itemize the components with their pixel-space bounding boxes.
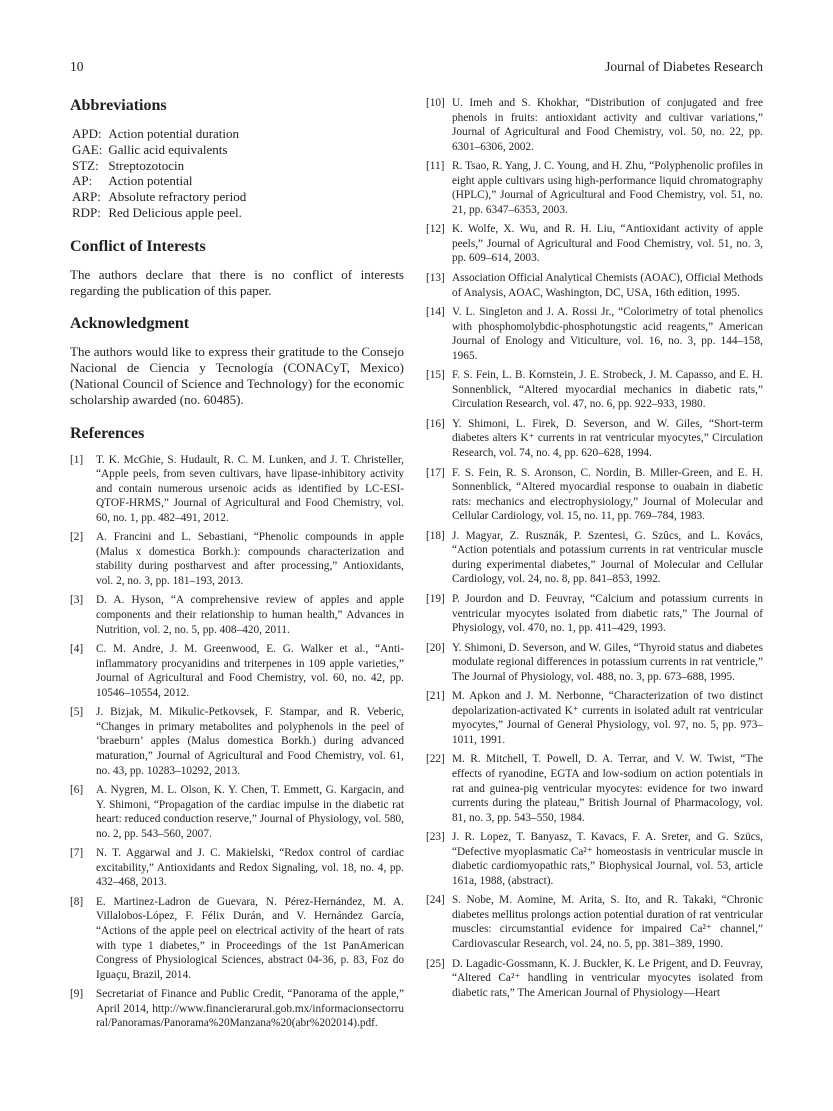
reference-number: [5] xyxy=(70,706,84,719)
reference-text: A. Francini and L. Sebastiani, “Phenolic compounds in apple (Malus x domestica Borkh.): compounds characterization and stability during postharvest and after processing,” Antioxidants, vol. 2, no. 3, pp. 181–193, 2013. xyxy=(96,531,404,587)
reference-text: P. Jourdon and D. Feuvray, “Calcium and potassium currents in ventricular myocytes isolated from diabetic rats,” The Journal of Physiology, vol. 470, no. 1, pp. 411–429, 1993. xyxy=(452,592,763,635)
journal-title: Journal of Diabetes Research xyxy=(605,59,763,74)
reference-number: [23] xyxy=(426,831,445,844)
reference-text: Secretariat of Finance and Public Credit, “Panorama of the apple,” April 2014, http://www.financierarural.gob.mx/informacionsectorrural/Panoramas/Panorama%20Manzana%20(abr%202014).pdf. xyxy=(96,988,404,1030)
abbreviation-def: Absolute refractory period xyxy=(108,189,247,205)
abbreviation-row xyxy=(72,126,246,142)
reference-number: [3] xyxy=(70,594,84,607)
reference-number: [19] xyxy=(426,592,445,605)
reference-number: [9] xyxy=(70,988,84,1001)
reference-text: U. Imeh and S. Khokhar, “Distribution of conjugated and free phenols in fruits: antioxidant activity and cultivar variations,” Journal of Agricultural and Food Chemistry, vol. 50, no. 22, pp. 6301–6306, 2002. xyxy=(452,97,763,153)
reference-text: Association Official Analytical Chemists (AOAC), Official Methods of Analysis, AOAC, Washington, DC, USA, 16th edition, 1995. xyxy=(452,272,763,299)
reference-item xyxy=(426,417,763,461)
reference-number: [25] xyxy=(426,957,445,970)
reference-number: [8] xyxy=(70,895,84,908)
reference-item xyxy=(426,96,763,154)
abbreviation-def: Red Delicious apple peel. xyxy=(108,204,242,220)
reference-text: D. Lagadic-Gossmann, K. J. Buckler, K. Le Prigent, and D. Feuvray, “Altered Ca²⁺ handling in ventricular myocytes isolated from diabetic rats,” The American Journal of Physiology—Heart xyxy=(452,957,763,999)
reference-item xyxy=(426,592,763,636)
reference-item xyxy=(426,466,763,524)
reference-text: M. R. Mitchell, T. Powell, D. A. Terrar, and V. W. Twist, “The effects of ryanodine, EGTA and low-sodium on action potentials in rat and guinea-pig ventricular myocytes: evidence for two inward currents during the plateau,” British Journal of Pharmacology, vol. 81, no. 3, pp. 543–550, 1984. xyxy=(452,753,763,824)
reference-text: D. A. Hyson, “A comprehensive review of apples and apple components and their relationship to human health,” Advances in Nutrition, vol. 2, no. 5, pp. 408–420, 2011. xyxy=(96,594,404,636)
reference-number: [22] xyxy=(426,753,445,766)
reference-number: [10] xyxy=(426,97,445,109)
abbreviation-key: GAE: xyxy=(72,141,103,157)
abbreviation-key: AP: xyxy=(72,173,93,189)
reference-item xyxy=(70,895,404,982)
reference-number: [15] xyxy=(426,369,445,382)
abbreviation-row xyxy=(72,205,246,221)
reference-text: A. Nygren, M. L. Olson, K. Y. Chen, T. Emmett, G. Kargacin, and Y. Shimoni, “Propagation of the cardiac impulse in the diabetic rat heart: reduced conduction reserve,” Journal of Physiology, vol. 580, no. 2, pp. 543–560, 2007. xyxy=(96,784,404,840)
reference-text: N. T. Aggarwal and J. C. Makielski, “Redox control of cardiac excitability,” Antioxidants and Redox Signaling, vol. 18, no. 4, pp. 432–468, 2013. xyxy=(96,847,404,889)
reference-text: E. Martinez-Ladron de Guevara, N. Pérez-Hernández, M. A. Villalobos-López, F. Félix Durán, and V. Hernández García, “Actions of the apple peel on electrical activity of the heart of rats with type 1 diabetes,” in Proceedings of the 1st PanAmerican Congress of Physiological Sciences, abstract 04-36, p. 83, Foz do Iguaçu, Brazil, 2014. xyxy=(96,895,404,981)
abbreviation-def: Gallic acid equivalents xyxy=(108,141,228,157)
acknowledgment-heading: Acknowledgment xyxy=(70,315,190,333)
reference-text: R. Tsao, R. Yang, J. C. Young, and H. Zhu, “Polyphenolic profiles in eight apple cultivars using high-performance liquid chromatography (HPLC),” Journal of Agricultural and Food Chemistry, vol. 51, no. 21, pp. 6347–6353, 2003. xyxy=(452,160,763,216)
reference-text: J. Bizjak, M. Mikulic-Petkovsek, F. Stampar, and R. Veberic, “Changes in primary metabolites and polyphenols in the peel of ‘braeburn’ apples (Malus domestica Borkh.) during advanced maturation,” Journal of Agricultural and Food Chemistry, vol. 61, no. 43, pp. 10283–10292, 2013. xyxy=(96,706,404,777)
reference-item xyxy=(426,222,763,266)
right-column xyxy=(426,96,763,1005)
abbreviation-row xyxy=(72,173,246,189)
reference-item xyxy=(426,159,763,217)
reference-item xyxy=(70,846,404,890)
reference-item xyxy=(426,305,763,363)
reference-text: F. S. Fein, R. S. Aronson, C. Nordin, B. Miller-Green, and E. H. Sonnenblick, “Altered myocardial response to ouabain in diabetic rats: mechanics and electrophysiology,” Journal of Molecular and Cellular Cardiology, vol. 15, no. 11, pp. 769–784, 1983. xyxy=(452,466,763,523)
abbreviation-row xyxy=(72,158,246,174)
abbreviation-key: STZ: xyxy=(72,157,99,173)
reference-text: Y. Shimoni, L. Firek, D. Severson, and W. Giles, “Short-term diabetes alters K⁺ currents in rat ventricular myocytes,” Circulation Research, vol. 74, no. 4, pp. 620–628, 1994. xyxy=(452,417,763,460)
abbreviation-def: Action potential duration xyxy=(108,126,240,141)
reference-text: K. Wolfe, X. Wu, and R. H. Liu, “Antioxidant activity of apple peels,” Journal of Agricultural and Food Chemistry, vol. 51, no. 3, pp. 609–614, 2003. xyxy=(452,223,763,265)
reference-item xyxy=(70,530,404,588)
acknowledgment-section xyxy=(70,314,404,407)
reference-item xyxy=(426,641,763,685)
reference-number: [6] xyxy=(70,784,84,797)
reference-number: [11] xyxy=(426,160,445,173)
reference-number: [2] xyxy=(70,531,84,544)
conflict-text: The authors declare that there is no conflict of interests regarding the publication of this paper. xyxy=(70,266,404,298)
reference-text: V. L. Singleton and J. A. Rossi Jr., “Colorimetry of total phenolics with phosphomolybdic-phosphotungstic acid reagents,” American Journal of Enology and Viticulture, vol. 16, no. 3, pp. 144–158, 1965. xyxy=(452,306,763,362)
reference-number: [12] xyxy=(426,223,445,236)
abbreviations-heading: Abbreviations xyxy=(70,97,167,114)
abbreviation-row xyxy=(72,142,246,158)
reference-number: [17] xyxy=(426,466,445,479)
reference-text: T. K. McGhie, S. Hudault, R. C. M. Lunken, and J. T. Christeller, “Apple peels, from seven cultivars, have lipase-inhibitory activity and contain numerous ursenoic acids as identified by LC-ESI-QTOF-HRMS,” Journal of Agricultural and Food Chemistry, vol. 60, no. 1, pp. 482–491, 2012. xyxy=(96,453,404,524)
reference-item xyxy=(426,368,763,412)
reference-number: [13] xyxy=(426,272,445,285)
acknowledgment-text: The authors would like to express their gratitude to the Consejo Nacional de Ciencia y Tecnología (CONACyT, Mexico) (National Council of Science and Technology) for the economic scholarship awarded (no. 60485). xyxy=(70,344,404,407)
abbreviation-def: Action potential xyxy=(108,173,193,189)
conflict-section xyxy=(70,237,404,299)
reference-text: F. S. Fein, L. B. Kornstein, J. E. Strobeck, J. M. Capasso, and E. H. Sonnenblick, “Altered myocardial mechanics in diabetic rats,” Circulation Research, vol. 47, no. 6, pp. 922–933, 1980. xyxy=(452,369,763,411)
reference-item xyxy=(426,752,763,825)
reference-text: J. R. Lopez, T. Banyasz, T. Kavacs, F. A. Sreter, and G. Szücs, “Defective myoplasmatic Ca²⁺ homeostasis in ventricular muscle in diabetic cardiomyopathic rats,” Biophysical Journal, vol. 53, article 161a, 1988, (abstract). xyxy=(452,831,763,887)
reference-number: [21] xyxy=(426,690,445,703)
abbreviation-row xyxy=(72,189,246,205)
left-column xyxy=(70,96,404,1036)
conflict-heading: Conflict of Interests xyxy=(70,237,206,255)
reference-number: [20] xyxy=(426,641,445,654)
reference-item xyxy=(70,987,404,1031)
reference-item xyxy=(426,957,763,1001)
reference-item xyxy=(426,830,763,888)
abbreviation-key: RDP: xyxy=(72,204,101,220)
reference-text: Y. Shimoni, D. Severson, and W. Giles, “Thyroid status and diabetes modulate regional differences in potassium currents in rat ventricle,” The Journal of Physiology, vol. 488, no. 3, pp. 673–688, 1995. xyxy=(452,641,763,683)
reference-number: [4] xyxy=(70,643,84,656)
reference-text: M. Apkon and J. M. Nerbonne, “Characterization of two distinct depolarization-activated K⁺ currents in isolated adult rat ventricular myocytes,” Journal of General Physiology, vol. 97, no. 5, pp. 973–1011, 1991. xyxy=(452,690,763,746)
references-heading: References xyxy=(70,424,145,442)
reference-number: [14] xyxy=(426,306,445,319)
abbreviation-def: Streptozotocin xyxy=(108,157,185,173)
abbreviations-section xyxy=(70,96,404,221)
reference-item xyxy=(70,453,404,526)
references-section xyxy=(70,424,404,1031)
reference-item xyxy=(426,689,763,747)
reference-text: C. M. Andre, J. M. Greenwood, E. G. Walker et al., “Anti-inflammatory procyanidins and triterpenes in 109 apple varieties,” Journal of Agricultural and Food Chemistry, vol. 60, no. 42, pp. 10546–10554, 2012. xyxy=(96,643,404,699)
page-number: 10 xyxy=(70,59,84,74)
reference-item xyxy=(70,783,404,841)
reference-number: [24] xyxy=(426,894,445,907)
abbreviation-key: ARP: xyxy=(72,189,101,205)
reference-text: J. Magyar, Z. Rusznák, P. Szentesi, G. Szûcs, and L. Kovács, “Action potentials and potassium currents in rat ventricular muscle during experimental diabetes,” Journal of Molecular and Cellular Cardiology, vol. 24, no. 8, pp. 841–853, 1992. xyxy=(452,529,763,586)
reference-number: [16] xyxy=(426,417,445,430)
reference-item xyxy=(426,529,763,587)
reference-text: S. Nobe, M. Aomine, M. Arita, S. Ito, and R. Takaki, “Chronic diabetes mellitus prolongs action potential duration of rat ventricular muscles: circumstantial evidence for impaired Ca²⁺ channel,” Cardiovascular Research, vol. 24, no. 5, pp. 381–389, 1990. xyxy=(452,894,763,950)
reference-item xyxy=(426,893,763,951)
reference-item xyxy=(70,705,404,778)
abbreviation-key: APD: xyxy=(72,126,102,141)
abbreviations-table xyxy=(72,126,246,221)
reference-item xyxy=(70,593,404,637)
reference-number: [18] xyxy=(426,529,445,542)
reference-number: [1] xyxy=(70,453,84,466)
reference-item xyxy=(426,271,763,300)
reference-number: [7] xyxy=(70,847,84,860)
reference-item xyxy=(70,642,404,700)
